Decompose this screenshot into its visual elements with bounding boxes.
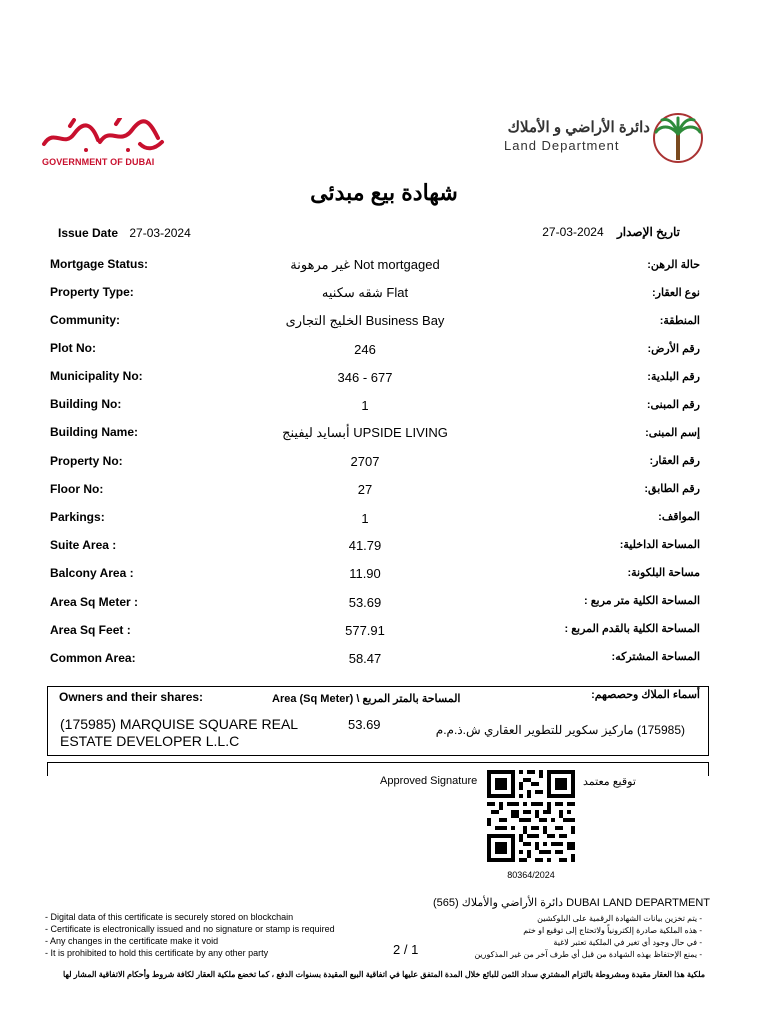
common-area-label: Common Area: — [50, 651, 136, 665]
floor-no-label-ar: رقم الطابق: — [644, 483, 700, 495]
footer-note-ar-4: - يمنع الإحتفاظ بهذه الشهادة من قبل أي طرف آخر من غير المذكورين — [474, 950, 702, 959]
approved-signature-label: Approved Signature — [380, 775, 478, 787]
municipality-no-label: Municipality No: — [50, 369, 143, 383]
property-no-label: Property No: — [50, 454, 123, 468]
building-name-label-ar: إسم المبنى: — [645, 427, 700, 439]
property-no-label-ar: رقم العقار: — [649, 455, 700, 467]
government-caption: GOVERNMENT OF DUBAI — [42, 157, 155, 167]
qr-code-number: 80364/2024 — [507, 870, 555, 880]
mortgage-status-label: Mortgage Status: — [50, 257, 149, 271]
footer-note-ar-3: - في حال وجود أي تغير في الملكية تعتبر لاغية — [553, 938, 702, 947]
building-no-label-ar: رقم المبنى: — [646, 399, 700, 411]
dld-logo-arabic: دائرة الأراضي و الأملاك — [507, 119, 650, 136]
government-of-dubai-logo — [40, 118, 170, 170]
balcony-area-label-ar: مساحة البلكونة: — [627, 567, 700, 579]
area-sq-meter-label-ar: المساحة الكلية متر مربع : — [583, 595, 700, 607]
community-label: Community: — [50, 313, 120, 327]
suite-area-label: Suite Area : — [50, 538, 117, 552]
signature-frame — [47, 762, 709, 776]
certificate-title: شهادة بيع مبدئى — [310, 180, 458, 205]
footer-department: دائرة الأراضي والأملاك (565) DUBAI LAND DEPARTMENT — [433, 897, 710, 909]
parkings-value: 1 — [361, 511, 369, 526]
footer-note-ar-2: - هذه الملكية صادرة إلكترونياً ولاتحتاج إلى توقيع او ختم — [523, 926, 702, 935]
mortgage-status-value: غير مرهونة Not mortgaged — [290, 257, 440, 272]
balcony-area-value: 11.90 — [349, 566, 381, 581]
footer-note-ar-1: - يتم تخزين بيانات الشهادة الرقمية على البلوكشين — [537, 914, 702, 923]
area-sq-feet-value: 577.91 — [345, 623, 385, 638]
balcony-area-label: Balcony Area : — [50, 566, 134, 580]
issue-date-ar-label: تاريخ الإصدار — [616, 225, 680, 239]
common-area-label-ar: المساحة المشتركه: — [611, 651, 700, 663]
issue-date-value: 27-03-2024 — [129, 226, 191, 240]
bottom-legal-note: ملكية هذا العقار مقيدة ومشروطة بالتزام المشتري سداد الثمن للبائع خلال المدة المتفق عليها في اتفاقية البيع المقيدة بسنوات الدفع ، كما تخضع ملكية العقار لكافة شروط وأحكام الاتفاقية المشار لها — [62, 970, 706, 979]
property-no-value: 2707 — [350, 454, 380, 469]
community-value: الخليج التجارى Business Bay — [285, 313, 445, 328]
dld-logo-english: Land Department — [504, 138, 620, 153]
parkings-label: Parkings: — [50, 510, 105, 524]
area-sq-meter-value: 53.69 — [348, 595, 382, 610]
municipality-no-label-ar: رقم البلدية: — [647, 371, 700, 383]
suite-area-label-ar: المساحة الداخلية: — [619, 539, 700, 551]
land-department-logo — [500, 110, 712, 166]
mortgage-status-label-ar: حالة الرهن: — [647, 259, 700, 271]
common-area-value: 58.47 — [348, 651, 382, 666]
owners-header-en: Owners and their shares: — [59, 690, 204, 704]
building-no-label: Building No: — [50, 397, 122, 411]
community-label-ar: المنطقة: — [659, 315, 700, 327]
plot-no-label-ar: رقم الأرض: — [647, 343, 700, 355]
floor-no-label: Floor No: — [50, 482, 104, 496]
issue-date-ar — [470, 225, 680, 239]
owner-name-en: (175985) MARQUISE SQUARE REAL ESTATE DEVELOPER L.L.C — [60, 716, 298, 749]
palm-tree-icon — [650, 112, 706, 164]
dubai-calligraphy-icon — [40, 118, 170, 154]
footer-note-en-4: - It is prohibited to hold this certificate by any other party — [45, 948, 269, 958]
footer-note-en-1: - Digital data of this certificate is securely stored on blockchain — [45, 912, 294, 922]
building-name-value: أبسايد ليفينج UPSIDE LIVING — [282, 425, 448, 440]
page-number: 2 / 1 — [393, 942, 419, 957]
qr-code-icon — [487, 770, 575, 862]
plot-no-value: 246 — [354, 342, 376, 357]
floor-no-value: 27 — [357, 482, 373, 497]
plot-no-label: Plot No: — [50, 341, 96, 355]
owner-area: 53.69 — [348, 717, 381, 732]
issue-date-en — [58, 226, 191, 240]
area-sq-feet-label-ar: المساحة الكلية بالقدم المربع : — [564, 623, 700, 635]
suite-area-value: 41.79 — [348, 538, 382, 553]
building-name-label: Building Name: — [50, 425, 139, 439]
municipality-no-value: 346 - 677 — [337, 370, 393, 385]
area-sq-meter-label: Area Sq Meter : — [50, 595, 139, 609]
footer-note-en-3: - Any changes in the certificate make it void — [45, 936, 219, 946]
issue-date-ar-value: 27-03-2024 — [542, 225, 604, 239]
parkings-label-ar: المواقف: — [658, 511, 700, 523]
property-type-value: شقه سكنيه Flat — [321, 285, 409, 300]
footer-note-en-2: - Certificate is electronically issued and no signature or stamp is required — [45, 924, 335, 934]
approved-signature-label-ar: توقيع معتمد — [583, 776, 636, 788]
owner-name-ar: (175985) ماركيز سكوير للتطوير العقاري ش.ذ.م.م — [435, 723, 685, 737]
area-sq-feet-label: Area Sq Feet : — [50, 623, 131, 637]
property-type-label-ar: نوع العقار: — [652, 287, 700, 299]
property-type-label: Property Type: — [50, 285, 134, 299]
issue-date-label: Issue Date — [58, 226, 119, 240]
owners-header-ar: أسماء الملاك وحصصهم: — [591, 689, 700, 701]
building-no-value: 1 — [361, 398, 369, 413]
owners-header-area: Area (Sq Meter) \ المساحة بالمتر المربع — [272, 693, 461, 705]
